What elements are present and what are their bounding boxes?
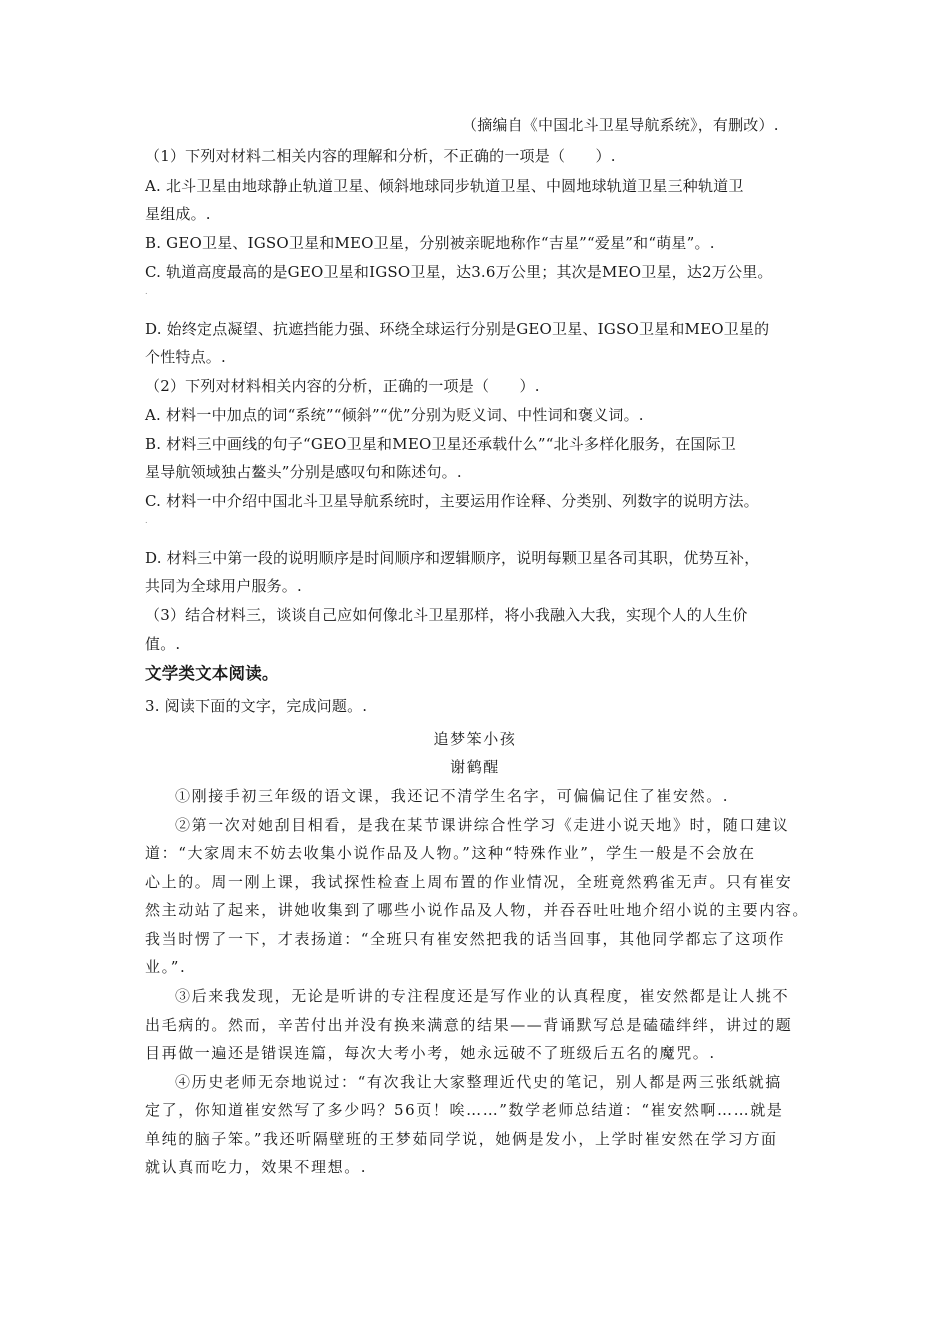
q1-option-a-line1: A. 北斗卫星由地球静止轨道卫星、倾斜地球同步轨道卫星、中圆地球轨道卫星三种轨道卫 bbox=[145, 177, 744, 195]
q1-option-d-line1: D. 始终定点凝望、抗遮挡能力强、环绕全球运行分别是GEO卫星、IGSO卫星和MEO卫星的 bbox=[145, 320, 770, 338]
q2-stem: （2）下列对材料相关内容的分析，正确的一项是（ ）. bbox=[145, 377, 540, 395]
q2-option-d-line2: 共同为全球用户服务。. bbox=[145, 577, 302, 595]
q3-line1: （3）结合材料三，谈谈自己应如何像北斗卫星那样，将小我融入大我，实现个人的人生价 bbox=[145, 606, 748, 624]
q1-option-a-line2: 星组成。. bbox=[145, 205, 211, 223]
section-heading: 文学类文本阅读。 bbox=[145, 664, 279, 683]
q1-option-c: C. 轨道高度最高的是GEO卫星和IGSO卫星，达3.6万公里；其次是MEO卫星，达2万公里。 bbox=[145, 263, 773, 281]
story-paragraph-3-line2: 出毛病的。然而，辛苦付出并没有换来满意的结果——背诵默写总是磕磕绊绊，讲过的题 bbox=[145, 1016, 793, 1034]
q1-option-d-line2: 个性特点。. bbox=[145, 348, 226, 366]
story-paragraph-2-line4: 然主动站了起来，讲她收集到了哪些小说作品及人物，并吞吞吐吐地介绍小说的主要内容。 bbox=[145, 901, 810, 919]
q3-line2: 值。. bbox=[145, 635, 181, 653]
story-paragraph-2-line2: 道：“大家周末不妨去收集小说作品及人物。”这种“特殊作业”，学生一般是不会放在 bbox=[145, 844, 756, 862]
q2-option-c-mark: . bbox=[145, 516, 148, 525]
q2-option-b-line1: B. 材料三中画线的句子“GEO卫星和MEO卫星还承载什么”“北斗多样化服务，在国际卫 bbox=[145, 435, 737, 453]
story-paragraph-4-line3: 单纯的脑子笨。”我还听隔壁班的王梦茹同学说，她俩是发小，上学时崔安然在学习方面 bbox=[145, 1130, 778, 1148]
story-paragraph-3-line1: ③后来我发现，无论是听讲的专注程度还是写作业的认真程度，崔安然都是让人挑不 bbox=[175, 987, 790, 1005]
q2-option-d-line1: D. 材料三中第一段的说明顺序是时间顺序和逻辑顺序，说明每颗卫星各司其职，优势互补， bbox=[145, 549, 760, 567]
story-paragraph-2-line3: 心上的。周一刚上课，我试探性检查上周布置的作业情况，全班竟然鸦雀无声。只有崔安 bbox=[145, 873, 793, 891]
source-note: （摘编自《中国北斗卫星导航系统》，有删改）. bbox=[462, 116, 779, 134]
story-author: 谢鹤醒 bbox=[450, 758, 500, 776]
story-paragraph-2-line5: 我当时愣了一下，才表扬道：“全班只有崔安然把我的话当回事，其他同学都忘了这项作 bbox=[145, 930, 786, 948]
story-paragraph-2-line1: ②第一次对她刮目相看，是我在某节课讲综合性学习《走进小说天地》时，随口建议 bbox=[175, 816, 790, 834]
q2-option-c: C. 材料一中介绍中国北斗卫星导航系统时，主要运用作诠释、分类别、列数字的说明方法。 bbox=[145, 492, 759, 510]
story-paragraph-4-line4: 就认真而吃力，效果不理想。. bbox=[145, 1158, 368, 1176]
story-paragraph-1: ①刚接手初三年级的语文课，我还记不清学生名字，可偏偏记住了崔安然。. bbox=[175, 787, 730, 805]
story-paragraph-2-line6: 业。”. bbox=[145, 958, 187, 976]
story-paragraph-4-line2: 定了，你知道崔安然写了多少吗？56页！唉……”数学老师总结道：“崔安然啊……就是 bbox=[145, 1101, 784, 1119]
story-paragraph-3-line3: 目再做一遍还是错误连篇，每次大考小考，她永远破不了班级后五名的魔咒。. bbox=[145, 1044, 716, 1062]
q1-stem: （1）下列对材料二相关内容的理解和分析，不正确的一项是（ ）. bbox=[145, 147, 616, 165]
q1-option-b: B. GEO卫星、IGSO卫星和MEO卫星，分别被亲昵地称作“吉星”“爱星”和“萌星”。. bbox=[145, 234, 715, 252]
question3-intro: 3. 阅读下面的文字，完成问题。. bbox=[145, 697, 368, 715]
q2-option-b-line2: 星导航领域独占鳌头”分别是感叹句和陈述句。. bbox=[145, 463, 462, 481]
q2-option-a: A. 材料一中加点的词“系统”“倾斜”“优”分别为贬义词、中性词和褒义词。. bbox=[145, 406, 644, 424]
story-title: 追梦笨小孩 bbox=[433, 730, 517, 748]
story-paragraph-4-line1: ④历史老师无奈地说过：“有次我让大家整理近代史的笔记，别人都是两三张纸就搞 bbox=[175, 1073, 782, 1091]
q1-option-c-mark: . bbox=[145, 287, 148, 296]
